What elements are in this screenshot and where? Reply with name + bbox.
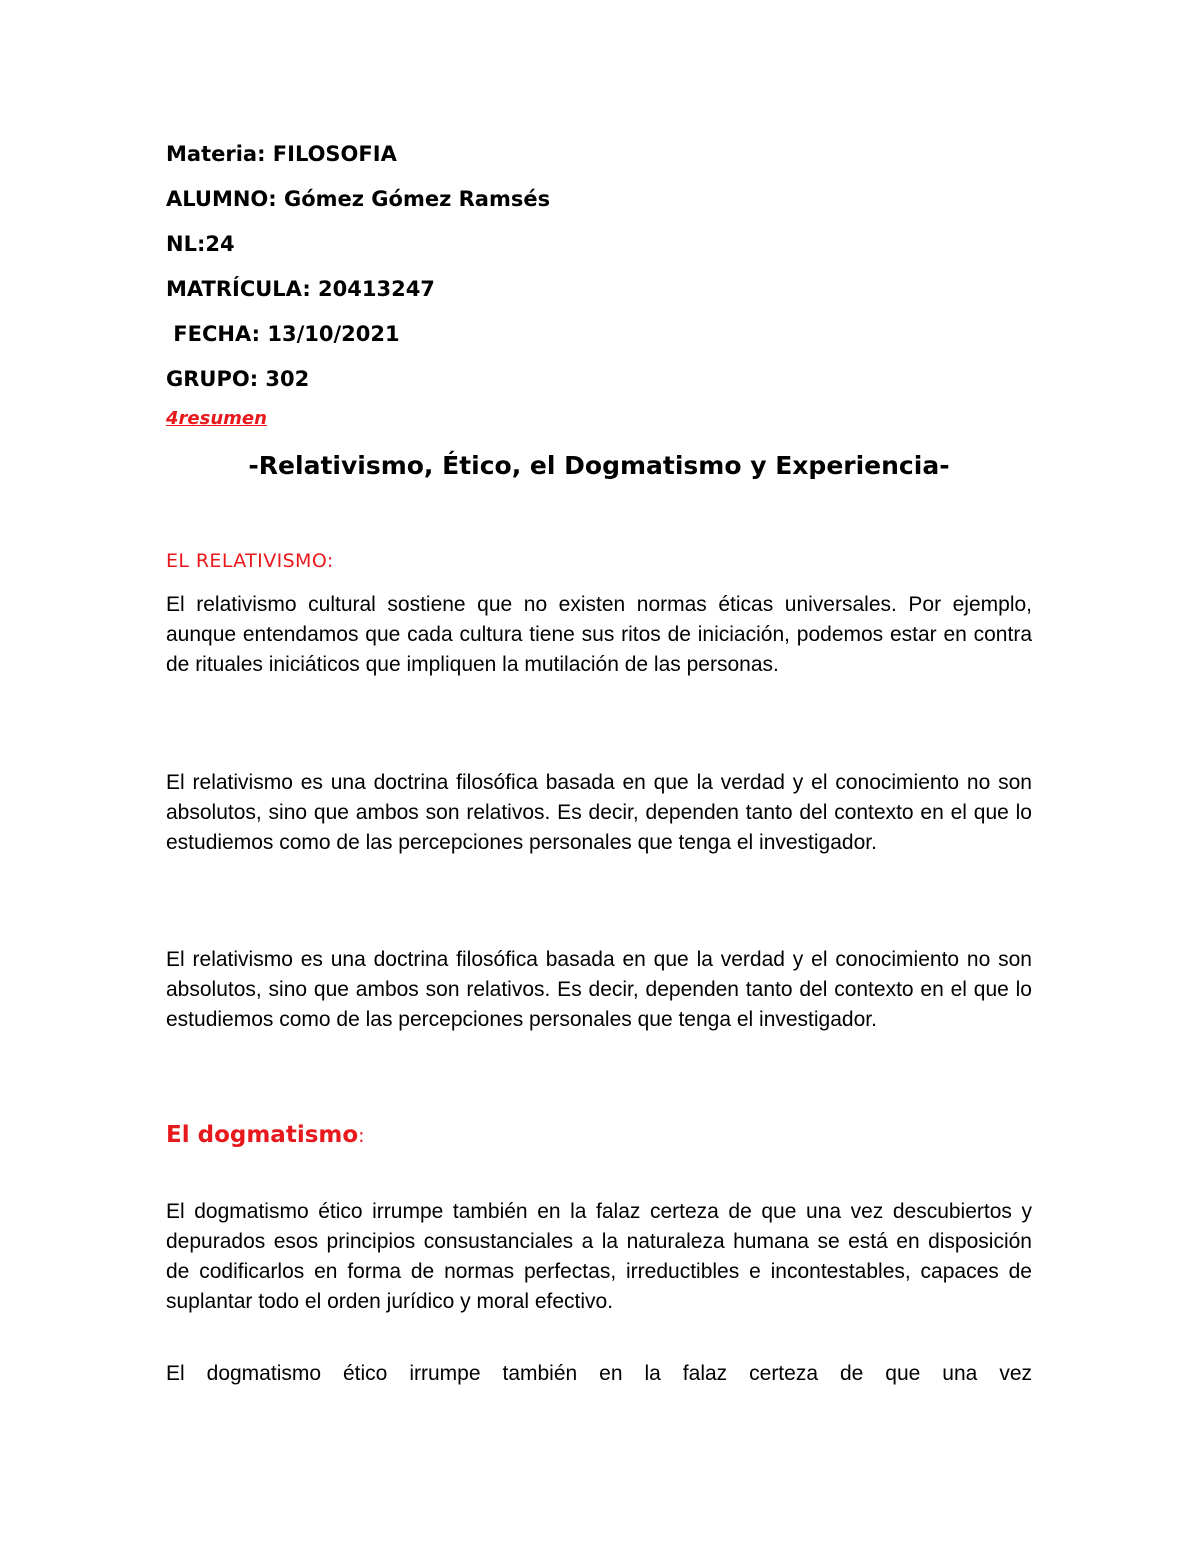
paragraph-dogmatismo-1: El dogmatismo ético irrumpe también en la falaz certeza de que una vez descubiertos y depurados esos principios consustanciales a la naturaleza humana se está en disposición de codificarlos en forma de normas perfectas, irreductibles e incontestables, capaces de suplantar todo el orden jurídico y moral efectivo. [166, 1200, 1032, 1313]
paragraph-relativismo-3: El relativismo es una doctrina filosófica basada en que la verdad y el conocimiento no son absolutos, sino que ambos son relativos. Es decir, dependen tanto del contexto en el que lo estudiemos como de las percepciones personales que tenga el investigador. [166, 948, 1032, 1031]
document-title: -Relativismo, Ético, el Dogmatismo y Experiencia- [248, 451, 950, 480]
summary-label: 4resumen [166, 408, 267, 429]
header-fecha: FECHA: 13/10/2021 [166, 322, 400, 346]
paragraph-dogmatismo-2: El dogmatismo ético irrumpe también en la falaz certeza de que una vez [166, 1362, 1032, 1385]
section-heading-dogmatismo-colon: : [358, 1125, 365, 1147]
section-heading-dogmatismo-text: El dogmatismo [166, 1122, 359, 1148]
header-materia: Materia: FILOSOFIA [166, 142, 397, 166]
header-nl: NL:24 [166, 232, 235, 256]
section-heading-relativismo: EL RELATIVISMO: [166, 550, 334, 572]
header-grupo: GRUPO: 302 [166, 367, 310, 391]
section-heading-dogmatismo [166, 1122, 365, 1148]
paragraph-relativismo-2: El relativismo es una doctrina filosófica basada en que la verdad y el conocimiento no son absolutos, sino que ambos son relativos. Es decir, dependen tanto del contexto en el que lo estudiemos como de las percepciones personales que tenga el investigador. [166, 771, 1032, 854]
header-matricula: MATRÍCULA: 20413247 [166, 277, 435, 301]
paragraph-relativismo-1: El relativismo cultural sostiene que no existen normas éticas universales. Por ejemplo, aunque entendamos que cada cultura tiene sus ritos de iniciación, podemos estar en contra de rituales iniciáticos que impliquen la mutilación de las personas. [166, 593, 1032, 676]
header-alumno: ALUMNO: Gómez Gómez Ramsés [166, 187, 551, 211]
